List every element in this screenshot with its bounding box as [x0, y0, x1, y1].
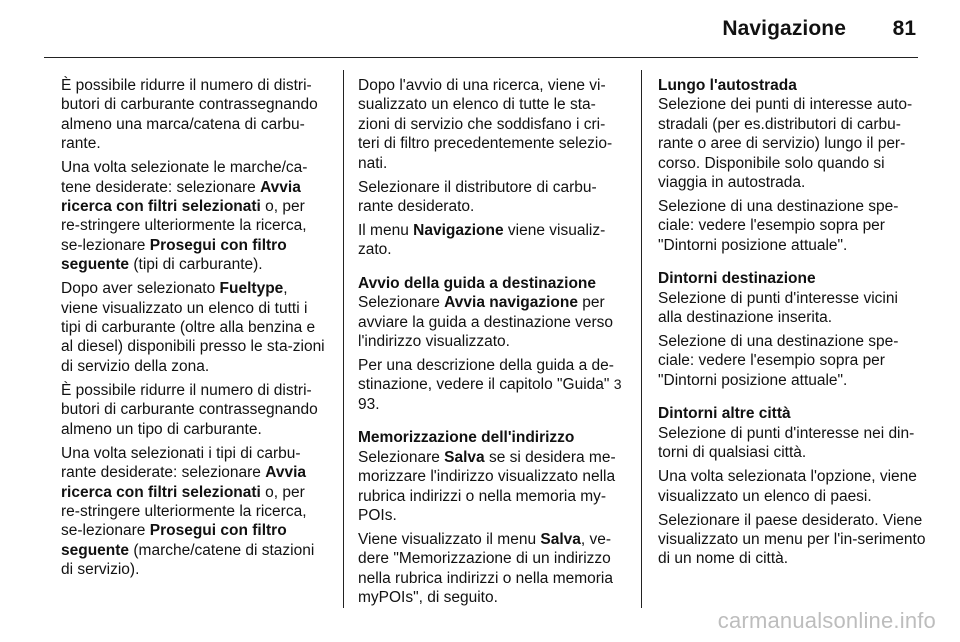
paragraph — [358, 448, 626, 526]
subheading: Avvio della guida a destinazione — [358, 274, 597, 292]
text: Una volta selezionate le marche/ca-tene desiderate: selezionare — [61, 159, 308, 196]
paragraph — [358, 356, 626, 414]
text: 93. — [358, 395, 380, 413]
subheading: Dintorni destinazione — [658, 270, 816, 288]
text: (tipi di carburante). — [129, 256, 263, 274]
text: Il menu — [358, 222, 414, 240]
text: Viene visualizzato il menu — [358, 530, 541, 548]
paragraph: Selezionare il distributore di carbu-rante desiderato. — [358, 178, 597, 216]
paragraph: Selezione di punti d'interesse vicini alla destinazione inserita. — [658, 289, 898, 327]
paragraph — [61, 444, 327, 580]
text: Selezionare — [358, 448, 445, 466]
paragraph: Selezionare il paese desiderato. Viene visualizzato un menu per l'in-serimento di un nome di città. — [658, 511, 926, 568]
paragraph — [61, 279, 327, 376]
text: Selezionare — [358, 294, 445, 312]
text: o, per re-stringere ulteriormente la ricerca, se-lezionare — [61, 198, 307, 254]
column-2 — [358, 76, 626, 612]
cross-reference-arrow-icon: 3 — [613, 376, 622, 393]
text: (marche/catene di stazioni di servizio). — [61, 541, 315, 579]
menu-label: Avvia ricerca con filtri selezionati — [61, 178, 301, 216]
paragraph — [61, 158, 327, 274]
subheading: Lungo l'autostrada — [658, 77, 797, 94]
menu-label: Salva — [444, 448, 485, 466]
paragraph: È possibile ridurre il numero di distri-butori di carburante contrassegnando almeno una marca/catena di carbu-rante. — [61, 77, 318, 153]
text: se si desidera me-morizzare l'indirizzo visualizzato nella rubrica indirizzi o nella memoria my-POIs. — [358, 448, 616, 524]
column-3 — [658, 76, 926, 573]
column-1 — [61, 76, 327, 584]
subheading: Dintorni altre città — [658, 405, 791, 423]
menu-label: Salva — [540, 530, 581, 548]
text: o, per re-stringere ulteriormente la ricerca, se-lezionare — [61, 483, 307, 540]
page-header — [0, 0, 960, 60]
paragraph: Selezione di una destinazione spe-ciale: vedere l'esempio sopra per "Dintorni posizione attuale". — [658, 333, 899, 389]
paragraph: Dopo l'avvio di una ricerca, viene vi-sualizzato un elenco di tutte le sta-zioni di servizio che soddisfano i cri-teri di filtro precedentemente selezio-nati. — [358, 77, 613, 172]
text: , viene visualizzato un elenco di tutti i tipi di carburante (oltre alla benzina e al diesel) disponibili presso le sta-zioni di servizio della zona. — [61, 280, 325, 375]
column-divider-1 — [343, 70, 344, 608]
paragraph — [358, 221, 626, 260]
menu-label: Navigazione — [413, 222, 504, 240]
menu-label: Avvia navigazione — [444, 294, 578, 312]
paragraph: Selezione dei punti di interesse auto-stradali (per es.distributori di carbu-rante o aree di servizio) lungo il per-corso. Disponibile solo quando si viaggia in autostrada. — [658, 96, 913, 192]
menu-label: Avvia ricerca con filtri selezionati — [61, 464, 307, 501]
column-divider-2 — [641, 70, 642, 608]
menu-label: Prosegui con filtro seguente — [61, 522, 287, 559]
paragraph: Selezione di punti d'interesse nei din-torni di qualsiasi città. — [658, 424, 915, 462]
header-rule — [44, 57, 918, 58]
menu-label: Prosegui con filtro seguente — [61, 236, 287, 274]
paragraph — [358, 530, 626, 608]
page-number: 81 — [892, 17, 916, 40]
section-title: Navigazione — [722, 17, 846, 40]
text: Una volta selezionati i tipi di carbu-rante desiderate: selezionare — [61, 444, 301, 482]
text: viene visualiz-zato. — [358, 222, 606, 259]
paragraph: È possibile ridurre il numero di distri-butori di carburante contrassegnando almeno un tipo di carburante. — [61, 381, 318, 438]
text: , ve-dere "Memorizzazione di un indirizzo nella rubrica indirizzi o nella memoria myPOIs", di seguito. — [358, 530, 613, 607]
text: Dopo aver selezionato — [61, 280, 220, 298]
text: Per una descrizione della guida a de-stinazione, vedere il capitolo "Guida" — [358, 357, 614, 394]
menu-label: Fueltype — [219, 280, 284, 298]
text: per avviare la guida a destinazione verso l'indirizzo visualizzato. — [358, 294, 614, 351]
subheading: Memorizzazione dell'indirizzo — [358, 429, 575, 447]
paragraph: Una volta selezionata l'opzione, viene visualizzato un elenco di paesi. — [658, 468, 917, 505]
paragraph: Selezione di una destinazione spe-ciale: vedere l'esempio sopra per "Dintorni posizione attuale". — [658, 198, 899, 254]
watermark: carmanualsonline.info — [717, 608, 936, 633]
paragraph — [358, 293, 626, 351]
